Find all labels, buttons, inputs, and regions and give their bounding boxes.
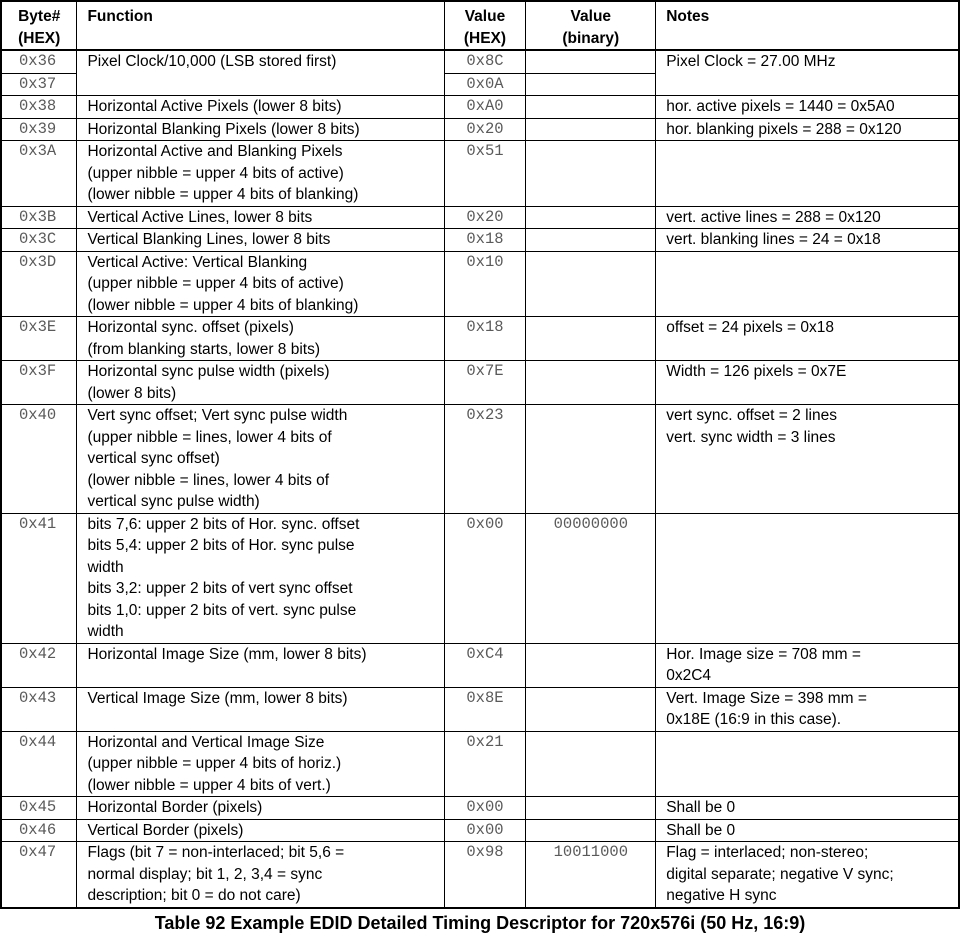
function-cell: Horizontal Active and Blanking Pixels (upper nibble = upper 4 bits of active) (lower nibble = upper 4 bits of blanking) (77, 141, 444, 207)
function-cell (77, 73, 444, 96)
value-binary-cell (526, 687, 656, 731)
table-row (1, 229, 959, 252)
table-row (1, 797, 959, 820)
table-row (1, 731, 959, 797)
byte-cell: 0x36 (1, 50, 77, 73)
value-hex-cell: 0x7E (444, 361, 526, 405)
notes-cell: vert sync. offset = 2 lines vert. sync width = 3 lines (656, 405, 959, 514)
function-cell: Vertical Blanking Lines, lower 8 bits (77, 229, 444, 252)
table-body (1, 50, 959, 908)
function-cell: bits 7,6: upper 2 bits of Hor. sync. offset bits 5,4: upper 2 bits of Hor. sync pulse width bits 3,2: upper 2 bits of vert sync offset bits 1,0: upper 2 bits of vert. sync pulse width (77, 513, 444, 643)
table-row (1, 251, 959, 317)
value-hex-cell: 0x18 (444, 229, 526, 252)
header-value-hex: Value (HEX) (444, 1, 526, 50)
notes-cell: Pixel Clock = 27.00 MHz (656, 50, 959, 73)
value-hex-cell: 0xC4 (444, 643, 526, 687)
table-row (1, 643, 959, 687)
table-row (1, 687, 959, 731)
function-cell: Horizontal Border (pixels) (77, 797, 444, 820)
value-binary-cell: 00000000 (526, 513, 656, 643)
value-binary-cell (526, 96, 656, 119)
value-hex-cell: 0x10 (444, 251, 526, 317)
notes-cell: Hor. Image size = 708 mm = 0x2C4 (656, 643, 959, 687)
value-binary-cell (526, 50, 656, 73)
value-binary-cell (526, 251, 656, 317)
notes-cell (656, 251, 959, 317)
byte-cell: 0x46 (1, 819, 77, 842)
table-row (1, 819, 959, 842)
value-hex-cell: 0x20 (444, 206, 526, 229)
table-row (1, 141, 959, 207)
table-row (1, 206, 959, 229)
value-hex-cell: 0x21 (444, 731, 526, 797)
value-hex-cell: 0x0A (444, 73, 526, 96)
notes-cell: Width = 126 pixels = 0x7E (656, 361, 959, 405)
byte-cell: 0x3E (1, 317, 77, 361)
notes-cell: hor. blanking pixels = 288 = 0x120 (656, 118, 959, 141)
table-row (1, 73, 959, 96)
table-row (1, 118, 959, 141)
notes-cell: vert. active lines = 288 = 0x120 (656, 206, 959, 229)
table-row (1, 405, 959, 514)
value-hex-cell: 0x8E (444, 687, 526, 731)
value-binary-cell (526, 317, 656, 361)
value-binary-cell (526, 797, 656, 820)
table-row (1, 361, 959, 405)
function-cell: Horizontal and Vertical Image Size (upper nibble = upper 4 bits of horiz.) (lower nibble = upper 4 bits of vert.) (77, 731, 444, 797)
function-cell: Horizontal Image Size (mm, lower 8 bits) (77, 643, 444, 687)
notes-cell (656, 513, 959, 643)
header-value-binary: Value (binary) (526, 1, 656, 50)
notes-cell: Flag = interlaced; non-stereo; digital separate; negative V sync; negative H sync (656, 842, 959, 908)
notes-cell (656, 73, 959, 96)
notes-cell: vert. blanking lines = 24 = 0x18 (656, 229, 959, 252)
byte-cell: 0x3C (1, 229, 77, 252)
value-hex-cell: 0x00 (444, 513, 526, 643)
value-binary-cell (526, 118, 656, 141)
byte-cell: 0x3A (1, 141, 77, 207)
value-binary-cell (526, 405, 656, 514)
notes-cell (656, 731, 959, 797)
value-hex-cell: 0x00 (444, 797, 526, 820)
byte-cell: 0x3F (1, 361, 77, 405)
function-cell: Vertical Active: Vertical Blanking (upper nibble = upper 4 bits of active) (lower nibble = upper 4 bits of blanking) (77, 251, 444, 317)
function-cell: Horizontal Active Pixels (lower 8 bits) (77, 96, 444, 119)
function-cell: Vertical Border (pixels) (77, 819, 444, 842)
value-binary-cell (526, 361, 656, 405)
table-row (1, 317, 959, 361)
value-hex-cell: 0x51 (444, 141, 526, 207)
value-binary-cell (526, 731, 656, 797)
table-row (1, 96, 959, 119)
header-function: Function (77, 1, 444, 50)
byte-cell: 0x40 (1, 405, 77, 514)
value-binary-cell (526, 229, 656, 252)
byte-cell: 0x39 (1, 118, 77, 141)
value-hex-cell: 0x20 (444, 118, 526, 141)
function-cell: Flags (bit 7 = non-interlaced; bit 5,6 = normal display; bit 1, 2, 3,4 = sync description; bit 0 = do not care) (77, 842, 444, 908)
notes-cell: Shall be 0 (656, 797, 959, 820)
byte-cell: 0x38 (1, 96, 77, 119)
value-hex-cell: 0x98 (444, 842, 526, 908)
function-cell: Pixel Clock/10,000 (LSB stored first) (77, 50, 444, 73)
table-row (1, 513, 959, 643)
value-hex-cell: 0x18 (444, 317, 526, 361)
table-row (1, 842, 959, 908)
notes-cell: Vert. Image Size = 398 mm = 0x18E (16:9 in this case). (656, 687, 959, 731)
header-byte: Byte# (HEX) (1, 1, 77, 50)
value-binary-cell (526, 206, 656, 229)
function-cell: Vertical Image Size (mm, lower 8 bits) (77, 687, 444, 731)
function-cell: Vertical Active Lines, lower 8 bits (77, 206, 444, 229)
notes-cell: Shall be 0 (656, 819, 959, 842)
byte-cell: 0x47 (1, 842, 77, 908)
byte-cell: 0x3B (1, 206, 77, 229)
function-cell: Horizontal sync. offset (pixels) (from blanking starts, lower 8 bits) (77, 317, 444, 361)
function-cell: Horizontal sync pulse width (pixels) (lower 8 bits) (77, 361, 444, 405)
value-binary-cell (526, 73, 656, 96)
notes-cell: hor. active pixels = 1440 = 0x5A0 (656, 96, 959, 119)
value-binary-cell (526, 141, 656, 207)
byte-cell: 0x43 (1, 687, 77, 731)
value-binary-cell (526, 643, 656, 687)
byte-cell: 0x37 (1, 73, 77, 96)
byte-cell: 0x45 (1, 797, 77, 820)
value-hex-cell: 0xA0 (444, 96, 526, 119)
value-hex-cell: 0x00 (444, 819, 526, 842)
header-row (1, 1, 959, 50)
table-row (1, 50, 959, 73)
notes-cell: offset = 24 pixels = 0x18 (656, 317, 959, 361)
value-binary-cell (526, 819, 656, 842)
value-binary-cell: 10011000 (526, 842, 656, 908)
function-cell: Vert sync offset; Vert sync pulse width (upper nibble = lines, lower 4 bits of vertical sync offset) (lower nibble = lines, lower 4 bits of vertical sync pulse width) (77, 405, 444, 514)
byte-cell: 0x3D (1, 251, 77, 317)
value-hex-cell: 0x23 (444, 405, 526, 514)
value-hex-cell: 0x8C (444, 50, 526, 73)
function-cell: Horizontal Blanking Pixels (lower 8 bits) (77, 118, 444, 141)
byte-cell: 0x41 (1, 513, 77, 643)
byte-cell: 0x42 (1, 643, 77, 687)
notes-cell (656, 141, 959, 207)
byte-cell: 0x44 (1, 731, 77, 797)
header-notes: Notes (656, 1, 959, 50)
table-caption: Table 92 Example EDID Detailed Timing Descriptor for 720x576i (50 Hz, 16:9) (154, 913, 806, 933)
